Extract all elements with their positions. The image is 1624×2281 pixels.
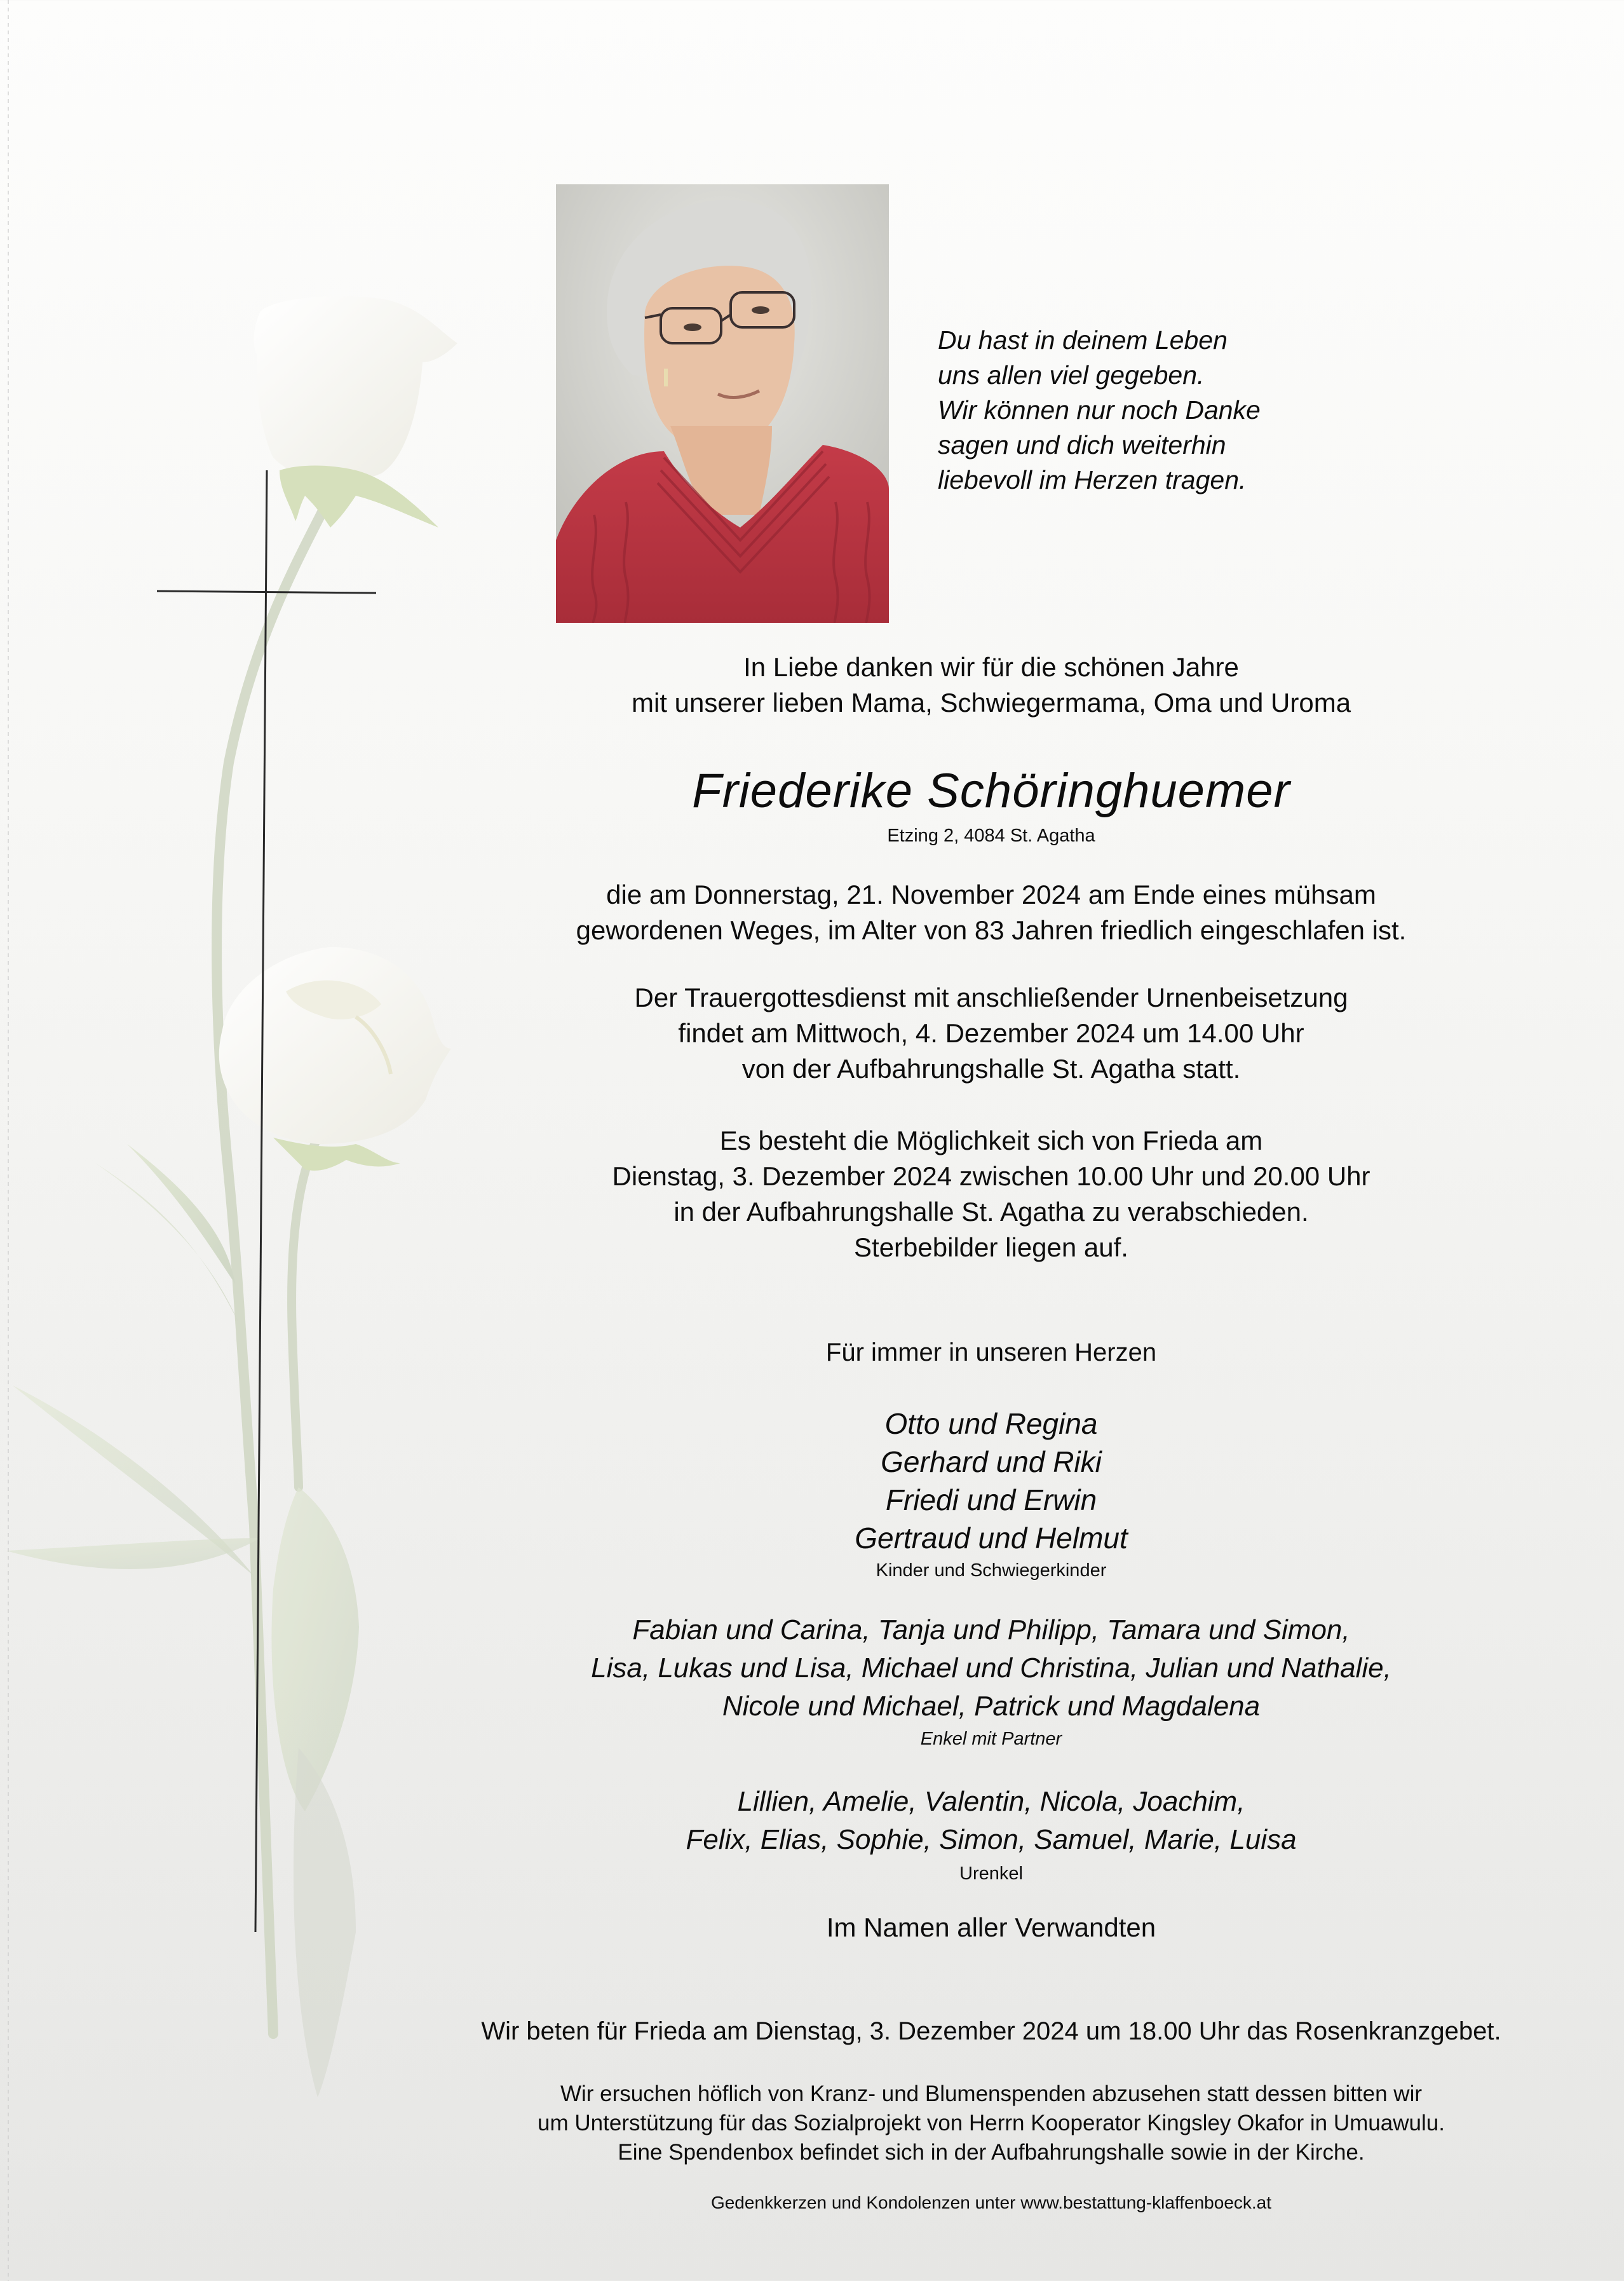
grandchildren-line: Fabian und Carina, Tanja und Philipp, Tamara und Simon, bbox=[632, 1614, 1350, 1645]
viewing-info bbox=[356, 1123, 1624, 1265]
children-label: Kinder und Schwiegerkinder bbox=[876, 1560, 1107, 1581]
poem-line: sagen und dich weiterhin bbox=[938, 430, 1226, 460]
grandchildren-line: Lisa, Lukas und Lisa, Michael und Christina, Julian und Nathalie, bbox=[591, 1652, 1391, 1684]
intro-line: In Liebe danken wir für die schönen Jahre bbox=[743, 652, 1239, 682]
deceased-name: Friederike Schöringhuemer bbox=[692, 764, 1290, 818]
poem-line: liebevoll im Herzen tragen. bbox=[938, 465, 1247, 494]
service-line: von der Aufbahrungshalle St. Agatha statt. bbox=[741, 1054, 1241, 1084]
intro-text bbox=[356, 650, 1624, 721]
death-notice-line: gewordenen Weges, im Alter von 83 Jahren friedlich eingeschlafen ist. bbox=[576, 915, 1407, 945]
child-couple: Gertraud und Helmut bbox=[855, 1522, 1128, 1555]
grandchildren-list bbox=[356, 1611, 1624, 1726]
closing-line: Im Namen aller Verwandten bbox=[826, 1912, 1156, 1942]
poem-line: Wir können nur noch Danke bbox=[938, 395, 1261, 425]
great-grandchildren-list bbox=[356, 1783, 1624, 1859]
viewing-line: in der Aufbahrungshalle St. Agatha zu verabschieden. bbox=[673, 1197, 1309, 1227]
poem-line: Du hast in deinem Leben bbox=[938, 325, 1228, 355]
lower-rose-stem-icon bbox=[271, 1138, 359, 2097]
memorial-poem bbox=[938, 323, 1383, 498]
portrait-icon bbox=[556, 184, 889, 623]
service-line: Der Trauergottesdienst mit anschließender Urnenbeisetzung bbox=[634, 983, 1348, 1012]
child-couple: Otto und Regina bbox=[884, 1407, 1098, 1440]
death-notice-line: die am Donnerstag, 21. November 2024 am Ende eines mühsam bbox=[606, 880, 1376, 909]
child-couple: Gerhard und Riki bbox=[881, 1445, 1102, 1478]
upper-rose-stem-icon bbox=[6, 496, 330, 2034]
service-line: findet am Mittwoch, 4. Dezember 2024 um 14.00 Uhr bbox=[678, 1018, 1304, 1048]
deceased-address: Etzing 2, 4084 St. Agatha bbox=[887, 826, 1095, 846]
poem-line: uns allen viel gegeben. bbox=[938, 360, 1205, 390]
children-list bbox=[356, 1405, 1624, 1557]
death-notice bbox=[356, 877, 1624, 948]
rosary-prayer: Wir beten für Frieda am Dienstag, 3. Dezember 2024 um 18.00 Uhr das Rosenkranzgebet. bbox=[481, 2017, 1501, 2045]
donation-request bbox=[356, 2080, 1624, 2167]
grandchildren-line: Nicole und Michael, Patrick und Magdalena bbox=[722, 1691, 1261, 1722]
great-grandchildren-line: Felix, Elias, Sophie, Simon, Samuel, Marie, Luisa bbox=[686, 1824, 1297, 1855]
grandchildren-label: Enkel mit Partner bbox=[920, 1729, 1062, 1749]
viewing-line: Es besteht die Möglichkeit sich von Frieda am bbox=[719, 1126, 1263, 1155]
intro-line: mit unserer lieben Mama, Schwiegermama, Oma und Uroma bbox=[631, 688, 1351, 718]
condolence-footer: Gedenkkerzen und Kondolenzen unter www.bestattung-klaffenboeck.at bbox=[710, 2193, 1272, 2212]
portrait-photo bbox=[556, 184, 889, 623]
funeral-service bbox=[356, 980, 1624, 1087]
viewing-line: Sterbebilder liegen auf. bbox=[854, 1232, 1128, 1262]
child-couple: Friedi und Erwin bbox=[885, 1483, 1097, 1516]
viewing-line: Dienstag, 3. Dezember 2024 zwischen 10.00 Uhr und 20.00 Uhr bbox=[612, 1161, 1370, 1191]
white-rose-bud-icon bbox=[254, 296, 457, 528]
donation-line: Eine Spendenbox befindet sich in der Aufbahrungshalle sowie in der Kirche. bbox=[618, 2140, 1365, 2165]
great-grandchildren-label: Urenkel bbox=[959, 1863, 1023, 1884]
donation-line: Wir ersuchen höflich von Kranz- und Blumenspenden abzusehen statt dessen bitten wir bbox=[560, 2081, 1423, 2106]
great-grandchildren-line: Lillien, Amelie, Valentin, Nicola, Joachim, bbox=[737, 1786, 1245, 1817]
donation-line: um Unterstützung für das Sozialprojekt von Herrn Kooperator Kingsley Okafor in Umuawulu. bbox=[538, 2111, 1445, 2135]
mourners-heading: Für immer in unseren Herzen bbox=[825, 1338, 1157, 1366]
